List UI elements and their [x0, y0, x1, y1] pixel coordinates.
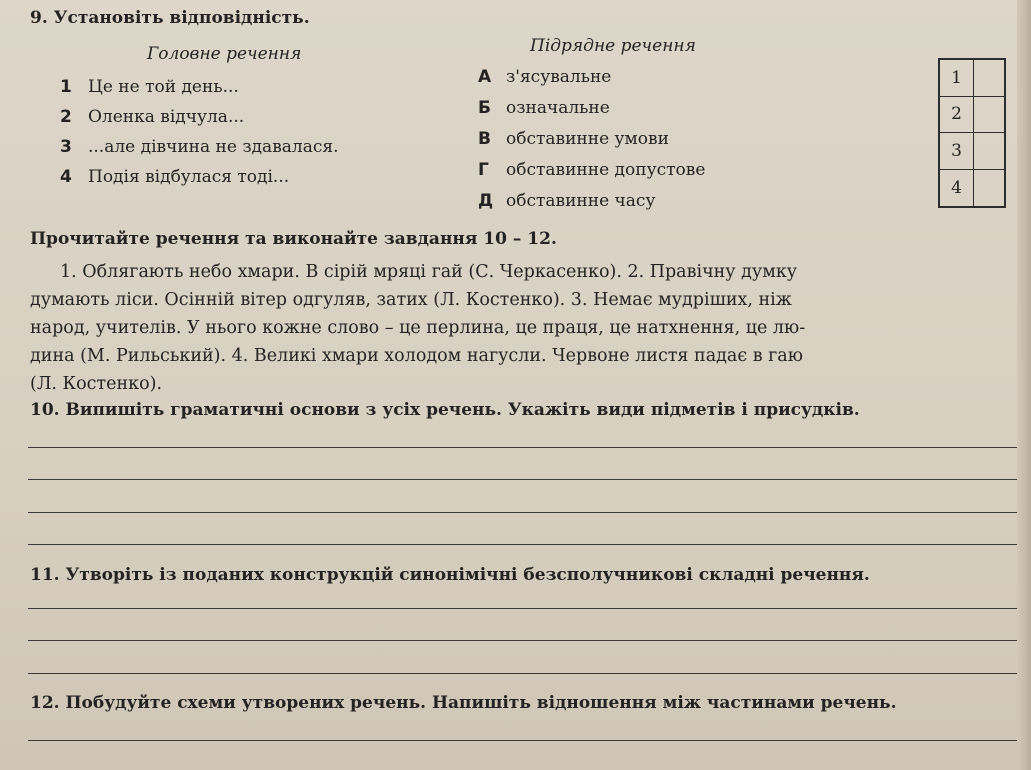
subordinate-clause-item — [478, 62, 705, 93]
main-clause-item — [60, 102, 338, 132]
task-10-prompt: 10. Випишіть граматичні основи з усіх речень. Укажіть види підметів і присудків. — [30, 400, 860, 420]
answer-cell[interactable] — [974, 170, 1004, 207]
item-letter: В — [478, 129, 491, 149]
answer-cell[interactable] — [974, 60, 1004, 97]
answer-line[interactable] — [28, 740, 1018, 741]
passage-line: дина (М. Рильський). 4. Великі хмари холодом нагусли. Червоне листя падає в гаю — [30, 346, 803, 366]
reading-passage — [30, 258, 1020, 398]
answer-line[interactable] — [28, 512, 1018, 513]
item-number: 1 — [60, 77, 72, 97]
item-text: ...але дівчина не здавалася. — [88, 137, 339, 157]
item-text: обставинне часу — [506, 191, 656, 211]
item-text: Це не той день... — [88, 77, 239, 97]
item-text: обставинне допустове — [506, 160, 706, 180]
subordinate-clause-item — [478, 124, 705, 155]
passage-line: 1. Облягають небо хмари. В сірій мряці гай (С. Черкасенко). 2. Правічну думку — [60, 262, 798, 282]
item-letter: Г — [478, 160, 489, 180]
main-clause-heading: Головне речення — [147, 44, 302, 64]
answer-grid-label: 4 — [940, 170, 974, 207]
answer-grid-label: 2 — [940, 97, 974, 134]
answer-grid-label: 3 — [940, 133, 974, 170]
passage-line: народ, учителів. У нього кожне слово – це перлина, це праця, це натхнення, це лю- — [30, 318, 806, 338]
main-clause-item — [60, 162, 338, 192]
subordinate-clause-heading: Підрядне речення — [530, 36, 696, 56]
main-clause-list — [60, 72, 338, 192]
item-number: 2 — [60, 107, 72, 127]
answer-line[interactable] — [28, 608, 1018, 609]
task-12-prompt: 12. Побудуйте схеми утворених речень. Напишіть відношення між частинами речень. — [30, 693, 897, 713]
subordinate-clause-item — [478, 155, 705, 186]
item-text: Подія відбулася тоді... — [88, 167, 290, 187]
item-number: 3 — [60, 137, 72, 157]
subordinate-clause-item — [478, 93, 705, 124]
answer-grid — [938, 58, 1006, 208]
item-text: означальне — [506, 98, 610, 118]
item-letter: А — [478, 67, 492, 87]
reading-heading: Прочитайте речення та виконайте завдання 10 – 12. — [30, 229, 557, 249]
item-letter: Б — [478, 98, 491, 118]
task-11-prompt: 11. Утворіть із поданих конструкцій синонімічні безсполучникові складні речення. — [30, 565, 870, 585]
item-text: Оленка відчула... — [88, 107, 245, 127]
subordinate-clause-item — [478, 186, 705, 217]
answer-cell[interactable] — [974, 97, 1004, 134]
answer-line[interactable] — [28, 673, 1018, 674]
passage-line: (Л. Костенко). — [30, 374, 163, 394]
item-letter: Д — [478, 191, 494, 211]
passage-line: думають ліси. Осінній вітер одгуляв, затих (Л. Костенко). 3. Немає мудріших, ніж — [30, 290, 792, 310]
subordinate-clause-list — [478, 62, 705, 217]
main-clause-item — [60, 72, 338, 102]
page-edge — [1017, 0, 1031, 770]
answer-line[interactable] — [28, 544, 1018, 545]
answer-cell[interactable] — [974, 133, 1004, 170]
answer-grid-label: 1 — [940, 60, 974, 97]
main-clause-item — [60, 132, 338, 162]
answer-line[interactable] — [28, 640, 1018, 641]
answer-line[interactable] — [28, 479, 1018, 480]
item-text: обставинне умови — [506, 129, 669, 149]
answer-line[interactable] — [28, 447, 1018, 448]
item-text: з'ясувальне — [506, 67, 612, 87]
item-number: 4 — [60, 167, 72, 187]
task-9-title: 9. Установіть відповідність. — [30, 8, 310, 28]
